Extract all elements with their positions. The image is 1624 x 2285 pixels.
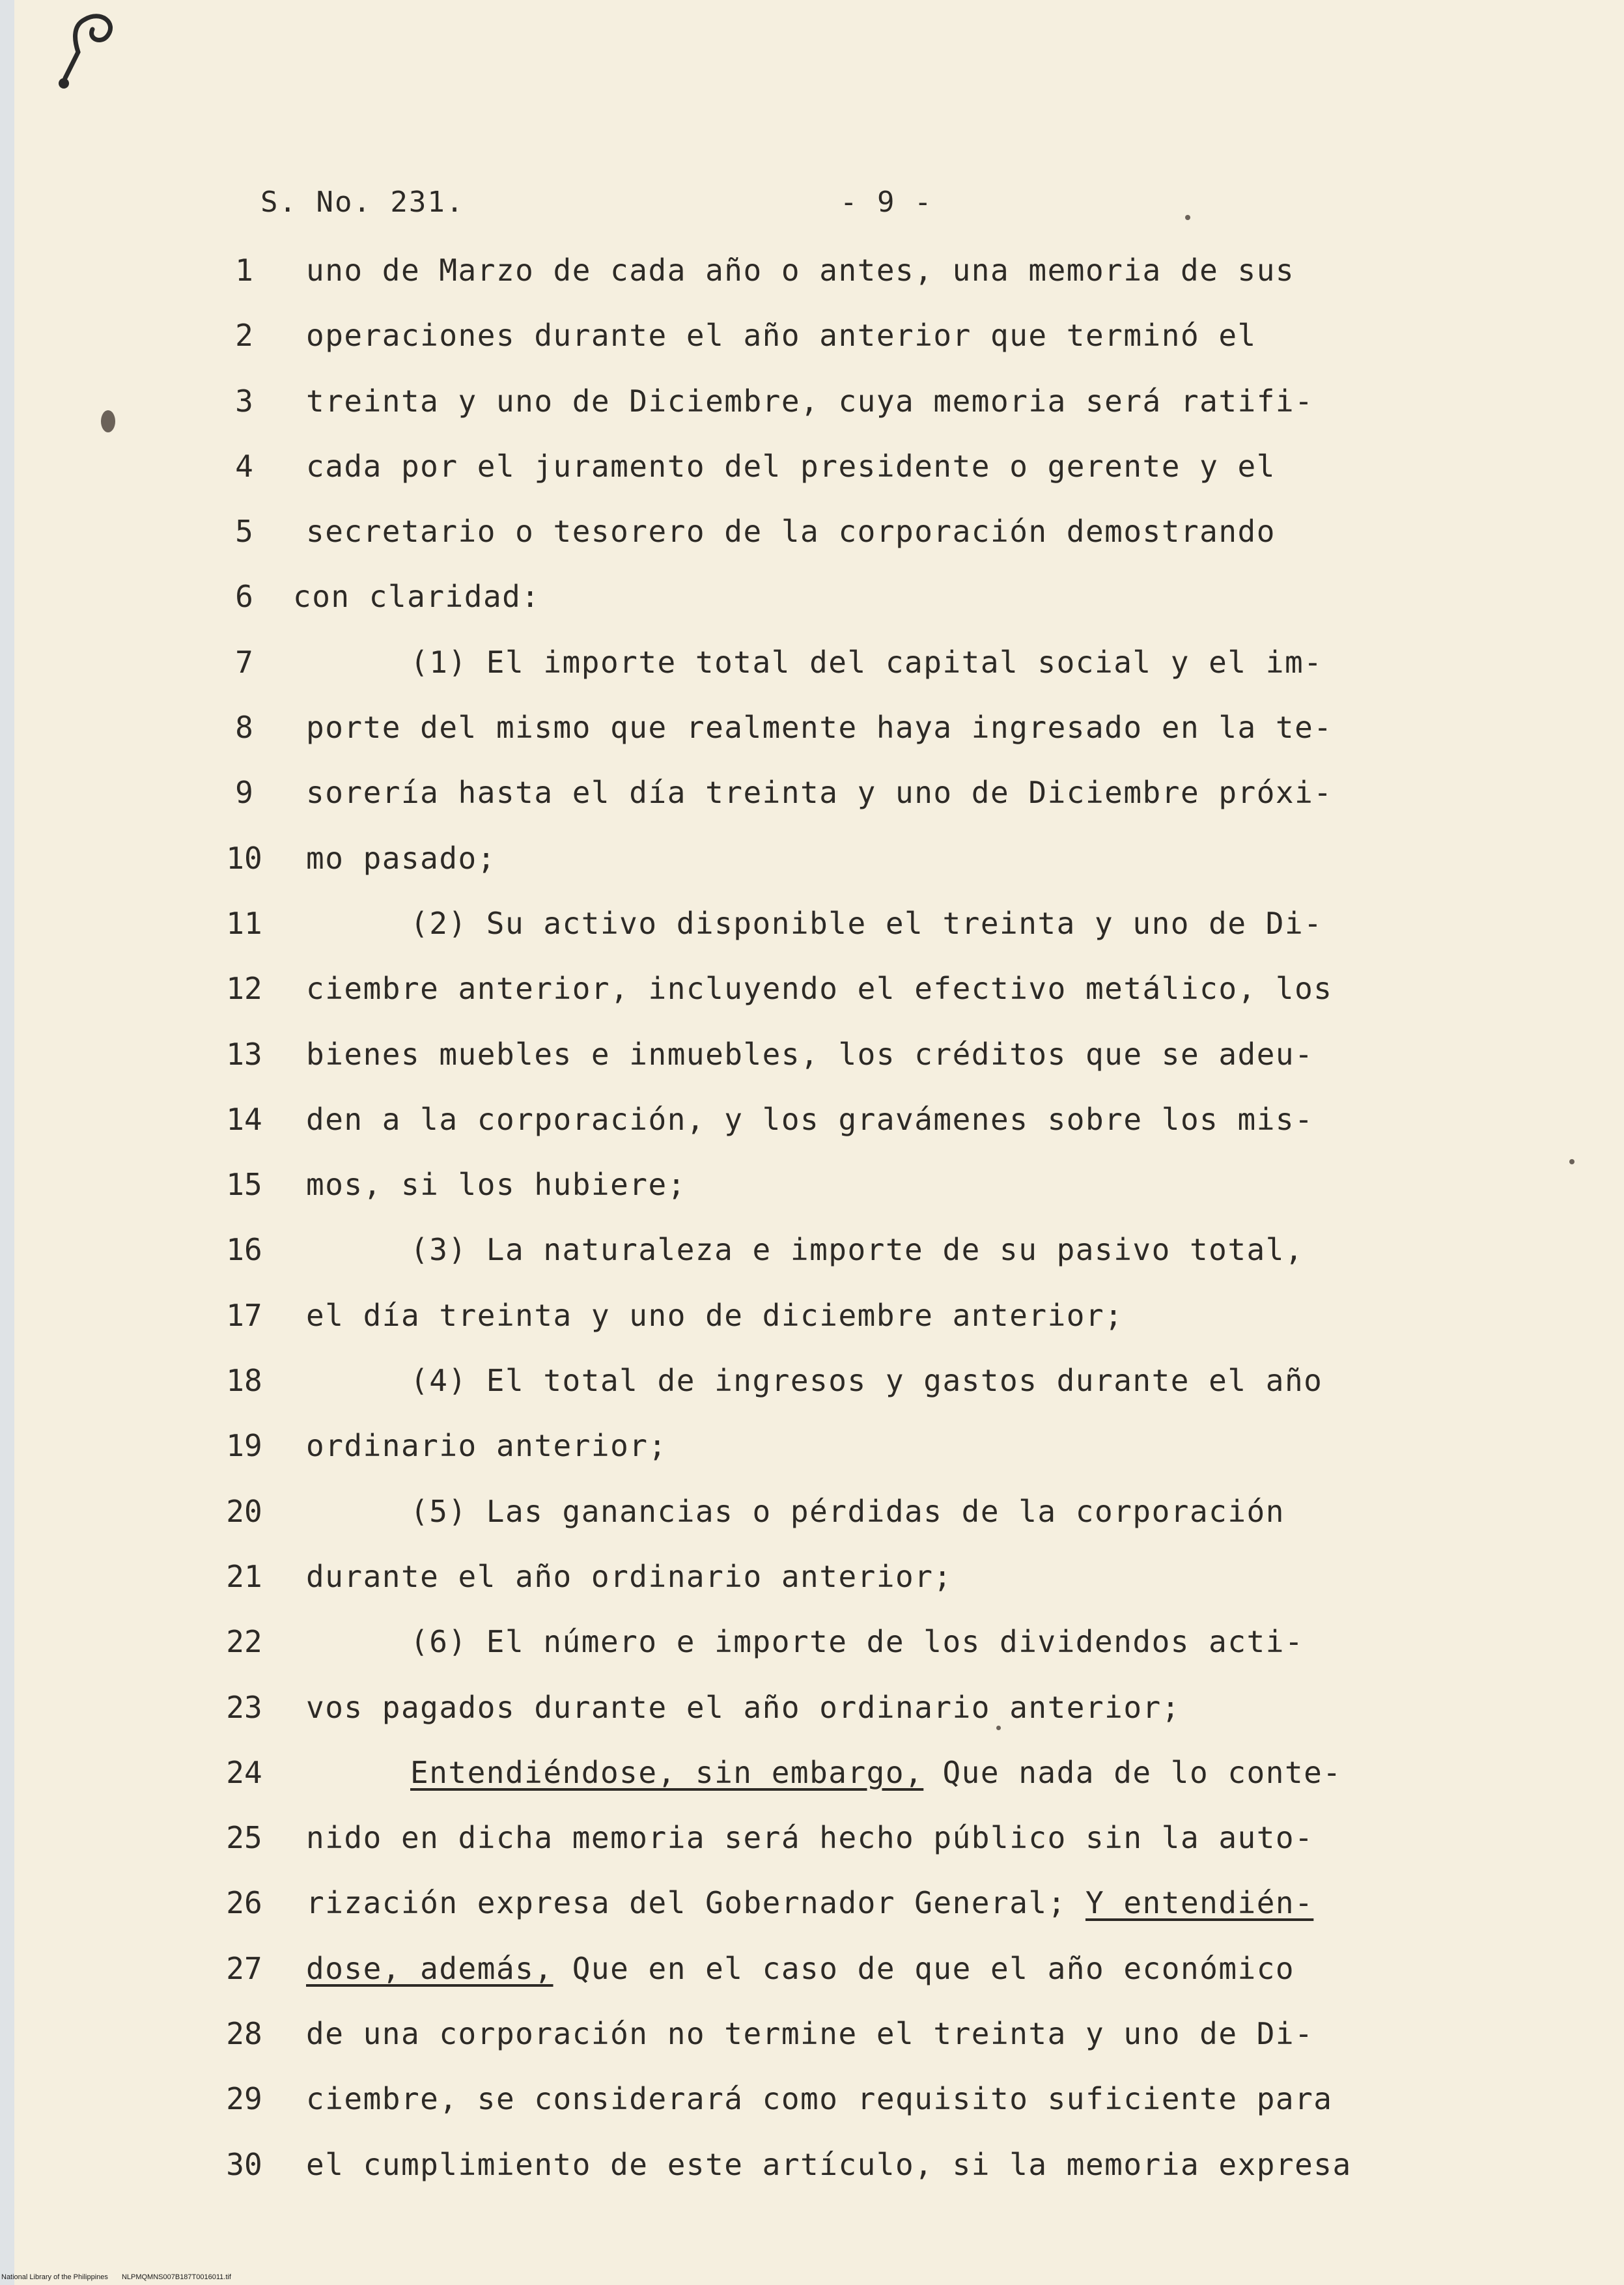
page-number: - 9 -: [840, 186, 933, 219]
line-text: el día treinta y uno de diciembre anterior;: [306, 1297, 1124, 1333]
text-line-20: [215, 1479, 1504, 1544]
line-text: [306, 1936, 1295, 2001]
line-text: (3) La naturaleza e importe de su pasivo total,: [410, 1232, 1304, 1268]
line-number: 13: [226, 1036, 262, 1072]
line-number: 28: [226, 2016, 262, 2052]
paper-speck: [101, 410, 115, 432]
line-number: 27: [226, 1950, 262, 1986]
text-line-27: [215, 1936, 1504, 2001]
scan-file-id: NLPMQMNS007B187T0016011.tif: [121, 2273, 231, 2281]
text-line-11: [215, 891, 1504, 956]
line-text: ordinario anterior;: [306, 1428, 667, 1464]
line-text: mos, si los hubiere;: [306, 1167, 686, 1203]
line-text: porte del mismo que realmente haya ingresado en la te-: [306, 710, 1333, 746]
text-line-2: [215, 303, 1504, 368]
line-number: 26: [226, 1885, 262, 1921]
text-line-14: [215, 1087, 1504, 1152]
text-line-7: [215, 630, 1504, 695]
line-text: el cumplimiento de este artículo, si la memoria expresa: [306, 2146, 1352, 2182]
line-text: mo pasado;: [306, 840, 496, 876]
line-number: 12: [226, 971, 262, 1007]
text-line-26: [215, 1870, 1504, 1935]
line-text: (2) Su activo disponible el treinta y uno de Di-: [410, 905, 1323, 941]
underlined-proviso: dose, además,: [306, 1950, 553, 1986]
line-text: (5) Las ganancias o pérdidas de la corporación: [410, 1493, 1285, 1529]
line-text: con claridad:: [293, 579, 540, 615]
line-number: 24: [226, 1754, 262, 1790]
underlined-proviso: Entendiéndose, sin embargo,: [410, 1754, 924, 1790]
text-line-16: [215, 1217, 1504, 1282]
line-number: 30: [226, 2146, 262, 2182]
text-line-22: [215, 1609, 1504, 1674]
page-header: [260, 186, 1498, 238]
line-number: 5: [235, 514, 253, 550]
line-text: de una corporación no termine el treinta y uno de Di-: [306, 2016, 1314, 2052]
text-line-8: [215, 695, 1504, 760]
line-number: 10: [226, 840, 262, 876]
paper-clip-icon: [46, 7, 124, 98]
line-number: 14: [226, 1101, 262, 1137]
text-line-13: [215, 1022, 1504, 1087]
paper-speck: [1185, 215, 1190, 220]
text-line-10: [215, 826, 1504, 891]
line-number: 2: [235, 318, 253, 354]
text-line-3: [215, 369, 1504, 434]
line-text: nido en dicha memoria será hecho público sin la auto-: [306, 1820, 1314, 1856]
text-line-30: [215, 2132, 1504, 2197]
line-number: 1: [235, 253, 253, 288]
document-reference: S. No. 231.: [260, 186, 465, 219]
text-line-4: [215, 434, 1504, 499]
line-text: ciembre, se considerará como requisito suficiente para: [306, 2081, 1333, 2117]
line-number: 4: [235, 448, 253, 484]
line-text: vos pagados durante el año ordinario anterior;: [306, 1689, 1181, 1725]
line-text-rest: Que en el caso de que el año económico: [553, 1950, 1295, 1986]
text-line-9: [215, 760, 1504, 825]
line-text: secretario o tesorero de la corporación demostrando: [306, 514, 1276, 550]
text-line-15: [215, 1152, 1504, 1217]
scan-footer: [1, 2273, 231, 2281]
line-text: treinta y uno de Diciembre, cuya memoria será ratifi-: [306, 383, 1314, 419]
line-number: 29: [226, 2081, 262, 2117]
text-line-19: [215, 1413, 1504, 1478]
line-text: [410, 1740, 1342, 1805]
text-line-1: [215, 238, 1504, 303]
text-line-17: [215, 1283, 1504, 1348]
paper-speck: [1569, 1159, 1575, 1164]
line-number: 19: [226, 1428, 262, 1464]
line-number: 3: [235, 383, 253, 419]
line-number: 23: [226, 1689, 262, 1725]
text-line-24: [215, 1740, 1504, 1805]
line-text: cada por el juramento del presidente o gerente y el: [306, 448, 1276, 484]
line-text: sorería hasta el día treinta y uno de Diciembre próxi-: [306, 775, 1333, 811]
line-text: operaciones durante el año anterior que terminó el: [306, 318, 1257, 354]
line-number: 9: [235, 775, 253, 811]
line-text: uno de Marzo de cada año o antes, una memoria de sus: [306, 253, 1295, 288]
line-number: 16: [226, 1232, 262, 1268]
line-number: 11: [226, 905, 262, 941]
line-number: 20: [226, 1493, 262, 1529]
line-text-rest: Que nada de lo conte-: [923, 1754, 1342, 1790]
text-line-18: [215, 1348, 1504, 1413]
text-line-29: [215, 2066, 1504, 2131]
line-number: 6: [235, 579, 253, 615]
line-text: [306, 1870, 1313, 1935]
line-text-plain: rización expresa del Gobernador General;: [306, 1885, 1085, 1921]
line-text: (6) El número e importe de los dividendos acti-: [410, 1624, 1304, 1660]
library-credit: National Library of the Philippines: [1, 2273, 108, 2281]
line-text: (4) El total de ingresos y gastos durante el año: [410, 1363, 1323, 1399]
text-line-21: [215, 1544, 1504, 1609]
text-line-25: [215, 1805, 1504, 1870]
line-text: durante el año ordinario anterior;: [306, 1558, 953, 1594]
line-number: 17: [226, 1297, 262, 1333]
line-text: (1) El importe total del capital social y el im-: [410, 644, 1323, 680]
text-line-28: [215, 2001, 1504, 2066]
document-body: [215, 238, 1504, 2197]
line-number: 15: [226, 1167, 262, 1203]
text-line-6: [215, 564, 1504, 629]
line-number: 7: [235, 644, 253, 680]
paper-speck: [996, 1726, 1001, 1730]
line-number: 8: [235, 710, 253, 746]
line-text: ciembre anterior, incluyendo el efectivo metálico, los: [306, 971, 1333, 1007]
line-number: 22: [226, 1624, 262, 1660]
line-text: den a la corporación, y los gravámenes sobre los mis-: [306, 1101, 1314, 1137]
text-line-12: [215, 956, 1504, 1021]
line-text: bienes muebles e inmuebles, los créditos que se adeu-: [306, 1036, 1314, 1072]
text-line-23: [215, 1675, 1504, 1740]
underlined-proviso: Y entendién-: [1085, 1885, 1314, 1921]
scan-edge: [0, 0, 14, 2285]
line-number: 25: [226, 1820, 262, 1856]
line-number: 21: [226, 1558, 262, 1594]
text-line-5: [215, 499, 1504, 564]
line-number: 18: [226, 1363, 262, 1399]
